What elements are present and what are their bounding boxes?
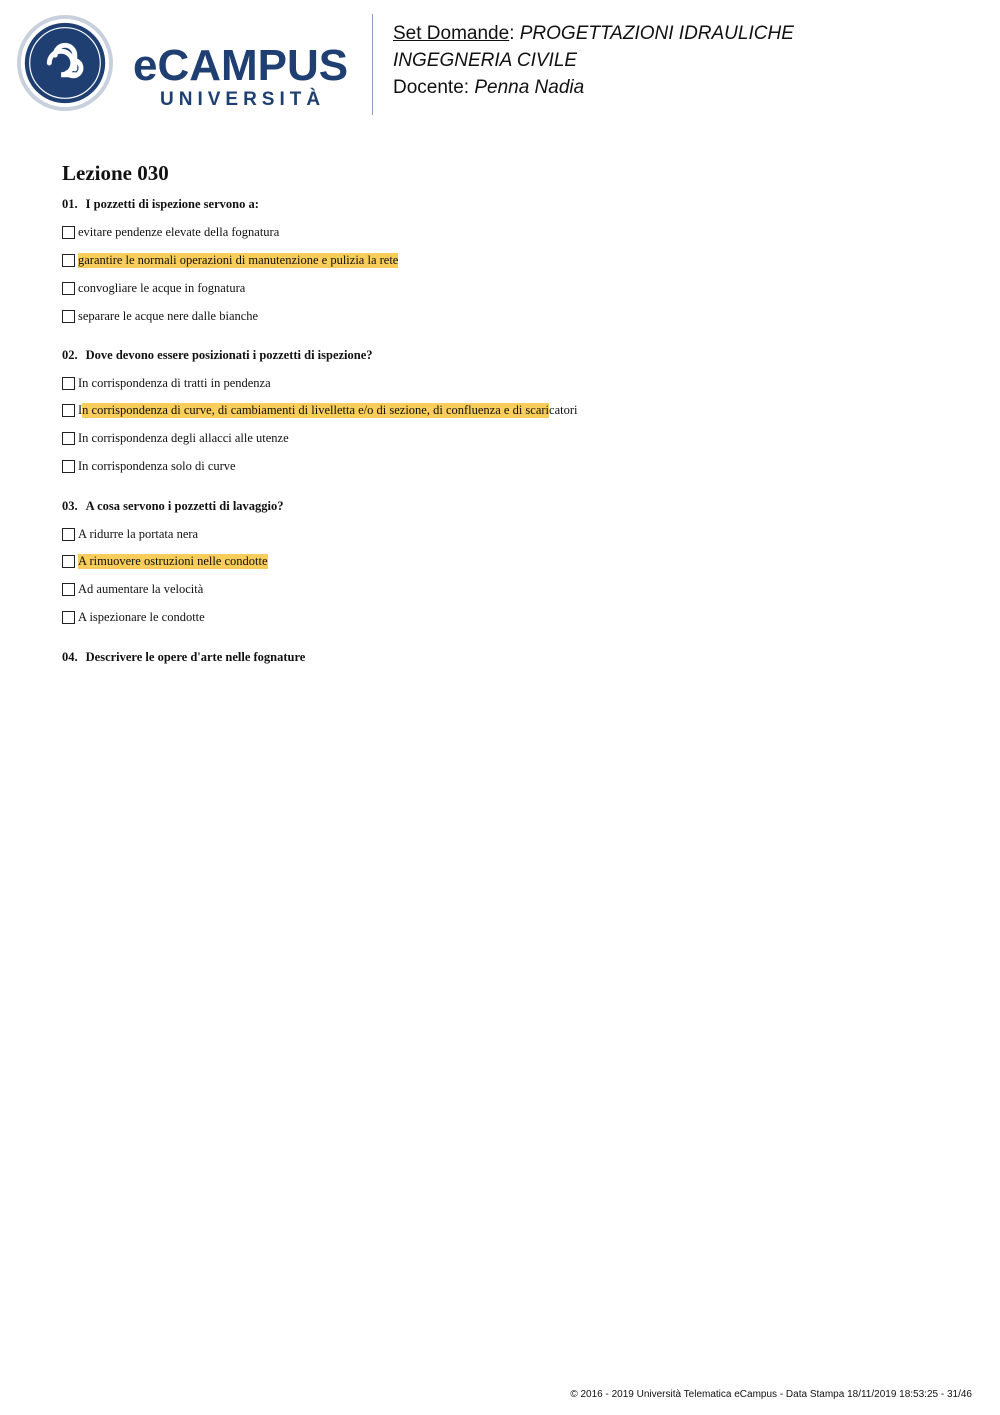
option-text: In corrispondenza solo di curve [78,458,236,473]
question-text: I pozzetti di ispezione servono a: [85,197,259,211]
answer-option[interactable] [62,458,236,474]
answer-checkbox[interactable] [62,404,75,417]
option-text: separare le acque nere dalle bianche [78,308,259,323]
header-divider [372,14,373,115]
lesson-title: Lezione 030 [62,161,169,185]
subject-line: INGEGNERIA CIVILE [393,50,578,71]
option-text: In corrispondenza degli allacci alle utenze [78,430,289,445]
answer-checkbox[interactable] [62,254,75,267]
ecampus-logo-text: eCAMPUS [133,41,349,90]
answer-checkbox[interactable] [62,460,75,473]
set-domande-line: Set Domande: PROGETTAZIONI IDRAULICHE [393,23,794,44]
question-02 [62,348,373,363]
question-number: 01. [62,197,78,211]
option-text-pre: I [78,402,83,417]
question-03 [62,499,284,514]
option-text-post: catori [549,402,578,417]
page-footer: © 2016 - 2019 Università Telematica eCampus - Data Stampa 18/11/2019 18:53:25 - 31/46 [570,1389,972,1400]
answer-option[interactable] [62,553,268,569]
set-label: Set Domande [393,23,510,44]
answer-checkbox[interactable] [62,226,75,239]
universita-logo-text: UNIVERSITÀ [160,89,326,110]
set-value: PROGETTAZIONI IDRAULICHE [519,23,794,44]
answer-option[interactable] [62,526,198,542]
question-number: 02. [62,348,78,362]
teacher-line [393,77,584,99]
answer-checkbox[interactable] [62,432,75,445]
option-text-highlighted: A rimuovere ostruzioni nelle condotte [78,553,268,568]
answer-option[interactable] [62,308,258,324]
answer-checkbox[interactable] [62,611,75,624]
page-header [0,0,1000,130]
option-text-highlighted: garantire le normali operazioni di manutenzione e pulizia la rete [78,252,399,267]
option-text: A ridurre la portata nera [78,526,199,541]
answer-option[interactable] [62,609,205,625]
question-text: Descrivere le opere d'arte nelle fognature [85,650,306,664]
question-text: Dove devono essere posizionati i pozzetti di ispezione? [85,348,373,362]
answer-checkbox[interactable] [62,377,75,390]
answer-option[interactable] [62,280,245,296]
question-number: 04. [62,650,78,664]
question-01 [62,197,259,212]
option-text: evitare pendenze elevate della fognatura [78,224,280,239]
question-text: A cosa servono i pozzetti di lavaggio? [85,499,284,513]
option-text: Ad aumentare la velocità [78,581,204,596]
answer-checkbox[interactable] [62,583,75,596]
answer-option[interactable] [62,224,279,240]
option-text-highlighted: n corrispondenza di curve, di cambiamenti di livelletta e/o di sezione, di confluenza e di scari [82,402,550,417]
question-04 [62,650,305,665]
option-text: A ispezionare le condotte [78,609,205,624]
answer-checkbox[interactable] [62,528,75,541]
answer-option[interactable] [62,252,398,268]
ecampus-seal-icon [16,14,114,112]
answer-checkbox[interactable] [62,282,75,295]
question-number: 03. [62,499,78,513]
answer-option[interactable] [62,581,203,597]
teacher-label: Docente: [393,77,470,98]
answer-checkbox[interactable] [62,310,75,323]
answer-option[interactable] [62,375,271,391]
option-text: In corrispondenza di tratti in pendenza [78,375,271,390]
answer-option[interactable] [62,402,577,418]
answer-option[interactable] [62,430,289,446]
option-text: convogliare le acque in fognatura [78,280,246,295]
answer-checkbox[interactable] [62,555,75,568]
teacher-name: Penna Nadia [474,77,585,98]
